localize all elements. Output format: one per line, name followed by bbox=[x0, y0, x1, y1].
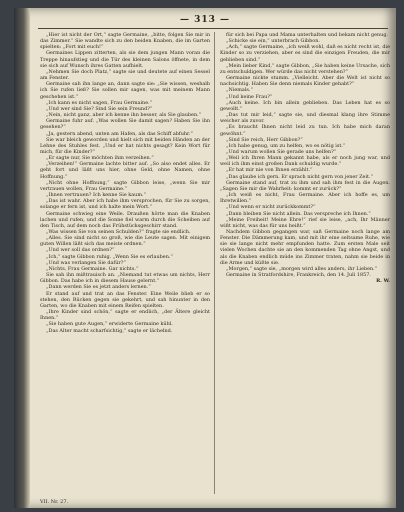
paragraph: „Ich weiß es nicht, Frau Germaine. Aber ich hoffe es, um Ihretwillen.“ bbox=[220, 192, 390, 205]
paragraph: Er stand auf und trat an das Fenster. Eine Weile blieb er so stehen, den Rücken gegen sie gekehrt, und sah hinunter in den Garten, wo die Knaben mit einem Reifen spielten. bbox=[40, 290, 210, 309]
paragraph: „Und was verlangen Sie dafür?“ bbox=[46, 259, 126, 266]
paragraph: „Er sagte nur, Sie möchten ihm verzeihen.“ bbox=[46, 155, 154, 162]
paragraph: Germaine in Stratfordshire, Frankreich, den 14. Juli 1857. bbox=[226, 272, 371, 279]
header-rule bbox=[38, 28, 388, 29]
paragraph: „Schicke sie ein,“ unterbrach Gibbon. bbox=[226, 38, 320, 45]
column-divider bbox=[214, 32, 215, 494]
paragraph: „Morgen,“ sagte sie, „morgen wird alles anders, ihr Lieben.“ bbox=[226, 265, 378, 272]
paragraph: Germaine sah ihn lange an, dann sagte sie: „Sie wissen, weshalb ich Sie rufen ließ? Sie sollen mir sagen, was mit meinem Mann geschehen ist.“ bbox=[40, 81, 210, 100]
paragraph: Nachdem Gibbon gegangen war, saß Germaine noch lange am Fenster. Die Dämmerung kam, und mit ihr eine seltsame Ruhe, wie sie sie lange nicht mehr empfunden hatte. Zum ersten Male seit vielen Wochen dachte sie an den kommenden Tag ohne Angst, und als die Knaben endlich müde ins Zimmer traten, nahm sie beide in die Arme und küßte sie. bbox=[220, 229, 390, 266]
paragraph: „Verzeihen!“ Germaine lachte bitter auf. „So also endet alles. Er geht fort und läßt uns hier, ohne Geld, ohne Namen, ohne Hoffnung.“ bbox=[40, 161, 210, 180]
paragraph: „Nehmen Sie doch Platz,“ sagte sie und deutete auf einen Sessel am Fenster. bbox=[40, 68, 210, 82]
paragraph: „Ich,“ sagte Gibbon ruhig. „Wenn Sie es erlauben.“ bbox=[46, 253, 173, 260]
paragraph: „Es braucht Ihnen nicht leid zu tun. Ich habe mich daran gewöhnt.“ bbox=[220, 124, 390, 137]
paragraph: Germaine stand auf, trat zu ihm und sah ihm fest in die Augen. „Sagen Sie mir die Wahrheit: kommt er zurück?“ bbox=[220, 179, 390, 192]
paragraph: „Und warum wollen Sie gerade uns helfen?“ bbox=[226, 148, 337, 155]
paragraph: „Hier ist nicht der Ort,“ sagte Germaine, „bitte, folgen Sie mir in das Zimmer.“ Sie wandte sich zu den beiden Knaben, die im Garten spielten: „Fort mit euch!“ bbox=[40, 32, 210, 51]
paragraph: „Alles. Sie sind nicht so groß, wie die Leute sagen. Mit einigem guten Willen läßt sich das meiste ordnen.“ bbox=[40, 235, 210, 248]
paragraph: „Ja, gestern abend, unten am Hafen, als das Schiff abfuhr.“ bbox=[46, 130, 193, 137]
paragraph: „Ihnen vertrauen? Ich kenne Sie kaum.“ bbox=[46, 192, 147, 199]
book-binding bbox=[14, 8, 30, 508]
paragraph: „Weil ich Ihren Mann gekannt habe, als er noch jung war, und weil ich ihm einst großen Dank schuldig wurde.“ bbox=[220, 155, 390, 168]
paragraph: „Mein lieber Kind,“ sagte Gibbon, „Sie haben keine Ursache, sich zu entschuldigen. Wer würde das nicht verstehen?“ bbox=[220, 62, 390, 75]
paragraph: „Sind Sie reich, Herr Gibbon?“ bbox=[226, 136, 303, 143]
paragraph: „Er hat mir nie von Ihnen erzählt.“ bbox=[226, 167, 313, 174]
paragraph: „Und wer sind Sie? Sind Sie sein Freund?“ bbox=[46, 105, 153, 112]
paragraph: „Und wenn er nicht zurückkommt?“ bbox=[226, 204, 316, 211]
paragraph: „Das glaube ich gern. Er sprach nicht gern von jener Zeit.“ bbox=[226, 173, 374, 180]
paragraph: „Dann werden Sie es jetzt anders lernen.“ bbox=[46, 284, 151, 291]
paragraph: „Nein, nicht ganz, aber ich kenne ihn besser, als Sie glauben.“ bbox=[46, 112, 202, 119]
paragraph: „Nichts, Frau Germaine. Gar nichts.“ bbox=[46, 265, 139, 272]
paragraph: „Das tut mir leid,“ sagte sie, und diesmal klang ihre Stimme weicher als zuvor. bbox=[220, 112, 390, 125]
paragraph: „Dann bleiben Sie nicht allein. Das verspreche ich Ihnen.“ bbox=[226, 210, 371, 217]
page-number: — 313 — bbox=[179, 15, 231, 25]
paragraph: Germaines Lippen zitterten, als sie dem jungen Mann voran die Treppe hinaufstieg und die Tür des kleinen Salons öffnete, in dem sie sich auf Wunsch ihres Gatten aufhielt. bbox=[40, 50, 210, 69]
book-page bbox=[14, 8, 396, 508]
paragraph: „Ich kann es nicht sagen, Frau Germaine.“ bbox=[46, 99, 153, 106]
page-footer: VII. Nr. 27. bbox=[40, 499, 69, 505]
author-signature: R. W. bbox=[376, 278, 390, 285]
paragraph: „Und keine Frau?“ bbox=[226, 93, 273, 100]
paragraph: „Nicht ohne Hoffnung,“ sagte Gibbon leise, „wenn Sie mir vertrauen wollen, Frau Germaine.“ bbox=[40, 179, 210, 192]
paragraph: „Sie haben gute Augen,“ erwiderte Germaine kühl. bbox=[46, 321, 173, 328]
right-column bbox=[220, 32, 390, 494]
paragraph: „Das ist wahr. Aber ich habe ihm versprochen, für Sie zu sorgen, solange er fern ist, und ich halte mein Wort.“ bbox=[40, 198, 210, 211]
paragraph: Sie war bleich geworden und hielt sich mit beiden Händen an der Lehne des Stuhles fest. „Und er hat nichts gesagt? Kein Wort für mich, für die Kinder?“ bbox=[40, 136, 210, 155]
paragraph: „Auch keine. Ich bin allein geblieben. Das Leben hat es so gewollt.“ bbox=[220, 99, 390, 112]
paragraph: „Ich habe genug, um zu helfen, wo es nötig ist.“ bbox=[226, 142, 346, 149]
paragraph: „Niemals.“ bbox=[226, 87, 253, 94]
paragraph: Germaine nickte stumm. „Vielleicht. Aber die Welt ist nicht so nachsichtig. Haben Sie denn niemals Kinder gehabt?“ bbox=[220, 75, 390, 88]
paragraph: „Das Alter macht scharfsichtig,“ sagte er lächelnd. bbox=[46, 327, 173, 334]
left-column bbox=[40, 32, 210, 494]
paragraph: Germaine fuhr auf. „Was wollen Sie damit sagen? Haben Sie ihn gesehen?“ bbox=[40, 118, 210, 131]
paragraph: „Was wissen Sie von seinen Schulden?“ fragte sie endlich. bbox=[46, 229, 191, 235]
paragraph: für sich bei Papa und Mama unterhalten und bekam nicht genug. bbox=[226, 32, 389, 38]
paragraph: „Ihre Kinder sind schön,“ sagte er endlich, „der Ältere gleicht Ihnen.“ bbox=[40, 309, 210, 322]
paragraph: Germaine schwieg eine Weile. Draußen hörte man die Knaben lachen und rufen, und die Sonne fiel warm durch die Scheiben auf den Tisch, auf dem noch das Frühstücksgeschirr stand. bbox=[40, 210, 210, 229]
paragraph: „Meine Freiheit! Meine Ehre!“ rief sie leise, „ach, Ihr Männer wißt nicht, was das für uns heißt.“ bbox=[220, 216, 390, 229]
paragraph: „Und wer soll das ordnen?“ bbox=[46, 247, 115, 254]
paragraph: „Ach,“ sagte Germaine, „ich weiß wohl, daß es nicht recht ist, die Kinder so zu verziehen, aber es sind die einzigen Freuden, die mir geblieben sind.“ bbox=[220, 44, 390, 63]
paragraph: Sie sah ihn mißtrauisch an. „Niemand tut etwas um nichts, Herr Gibbon. Das habe ich in diesem Hause gelernt.“ bbox=[40, 272, 210, 285]
